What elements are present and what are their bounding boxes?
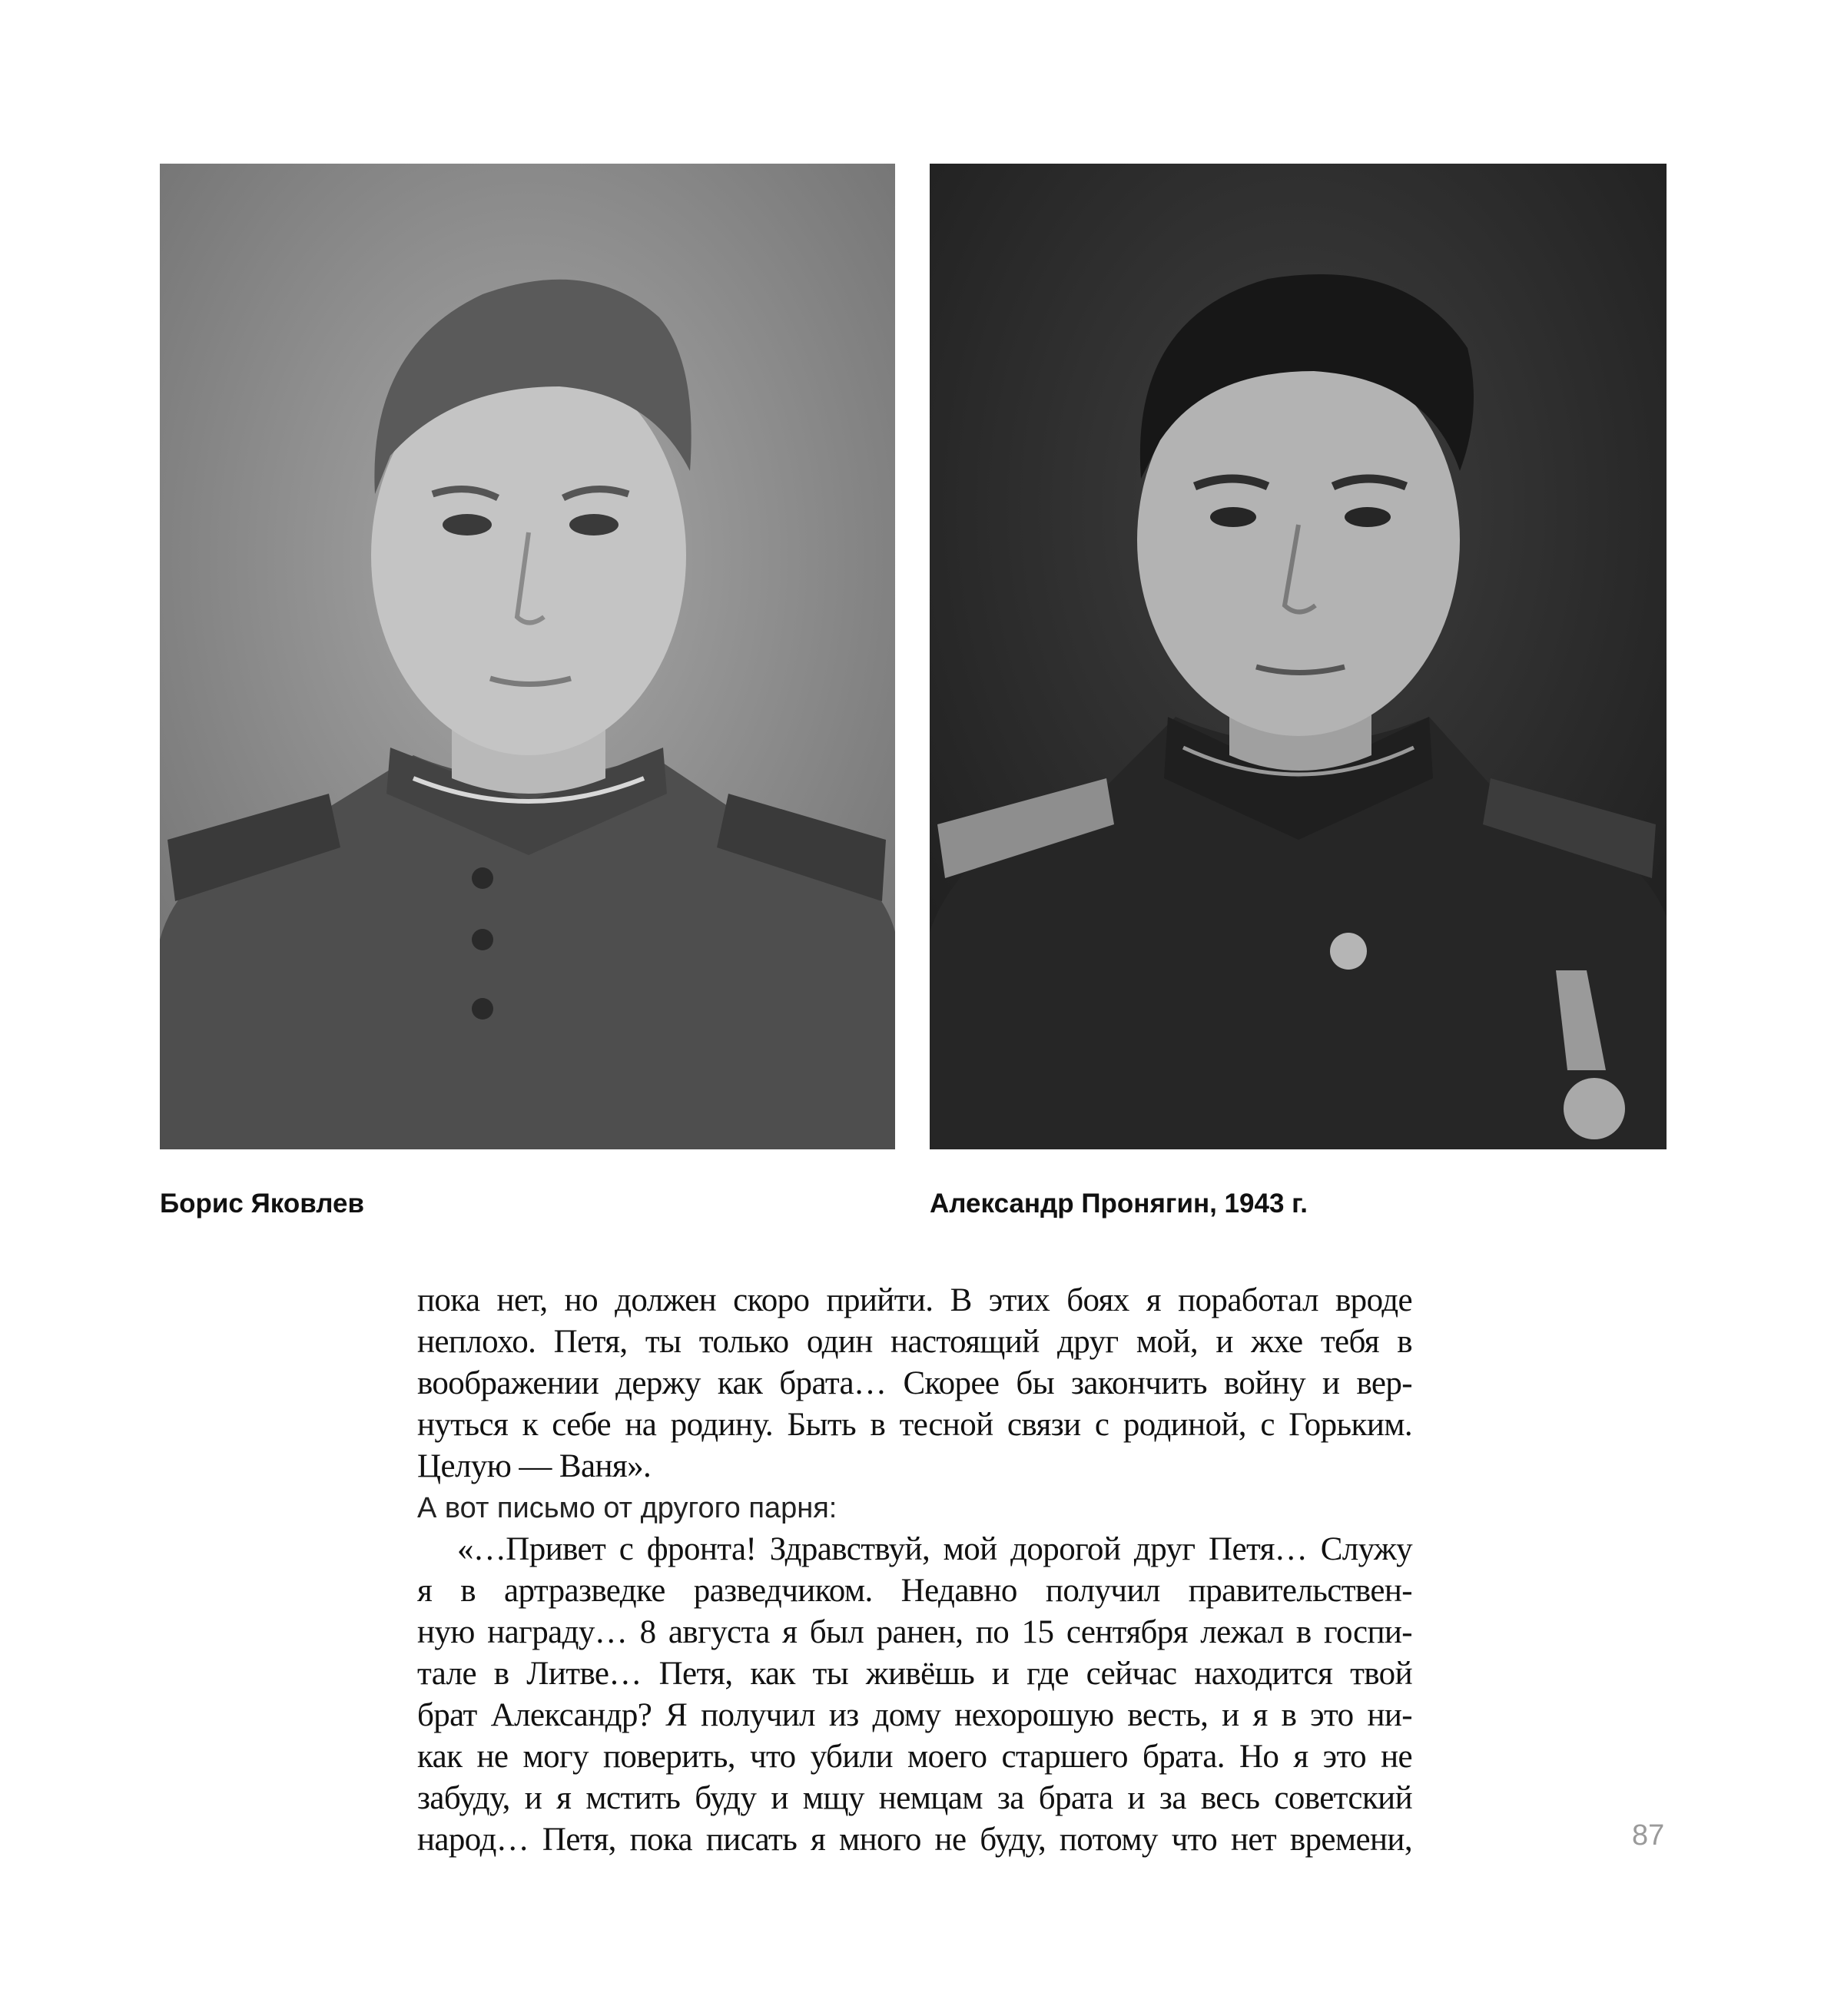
portrait-photo-boris-yakovlev	[160, 164, 895, 1149]
text-line: «…Привет с фронта! Здравствуй, мой дорогой друг Петя… Служу	[457, 1531, 1412, 1567]
text-line: как не могу поверить, что убили моего старшего брата. Но я это не	[417, 1739, 1412, 1775]
text-line: народ… Петя, пока писать я много не буду, потому что нет времени,	[417, 1822, 1412, 1858]
text-line: пока нет, но должен скоро прийти. В этих боях я поработал вроде	[417, 1282, 1412, 1318]
text-line: брат Александр? Я получил из дому нехорошую весть, и я в это ни-	[417, 1697, 1412, 1733]
text-line: ную награду… 8 августа я был ранен, по 15 сентября лежал в госпи-	[417, 1614, 1412, 1650]
text-line: я в артразведке разведчиком. Недавно получил правительствен-	[417, 1573, 1412, 1609]
text-line: неплохо. Петя, ты только один настоящий друг мой, и жхе тебя в	[417, 1324, 1412, 1360]
body-text	[417, 1280, 1412, 1861]
text-line: нуться к себе на родину. Быть в тесной связи с родиной, с Горьким.	[417, 1407, 1412, 1443]
text-line: Целую — Ваня».	[417, 1448, 652, 1484]
portrait-illustration-right	[930, 164, 1667, 1149]
portrait-illustration-left	[160, 164, 895, 1149]
text-line: воображении держу как брата… Скорее бы закончить войну и вер-	[417, 1365, 1412, 1401]
portrait-photo-alexander-pronyagin	[930, 164, 1667, 1149]
photo-caption-left: Борис Яковлев	[160, 1189, 365, 1219]
text-line: тале в Литве… Петя, как ты живёшь и где сейчас находится твой	[417, 1656, 1412, 1692]
text-line-sans: А вот письмо от другого парня:	[417, 1492, 837, 1524]
text-line: забуду, и я мстить буду и мщу немцам за брата и за весь советский	[417, 1780, 1412, 1816]
photo-caption-right: Александр Пронягин, 1943 г.	[930, 1189, 1308, 1219]
page-number: 87	[1632, 1819, 1665, 1852]
